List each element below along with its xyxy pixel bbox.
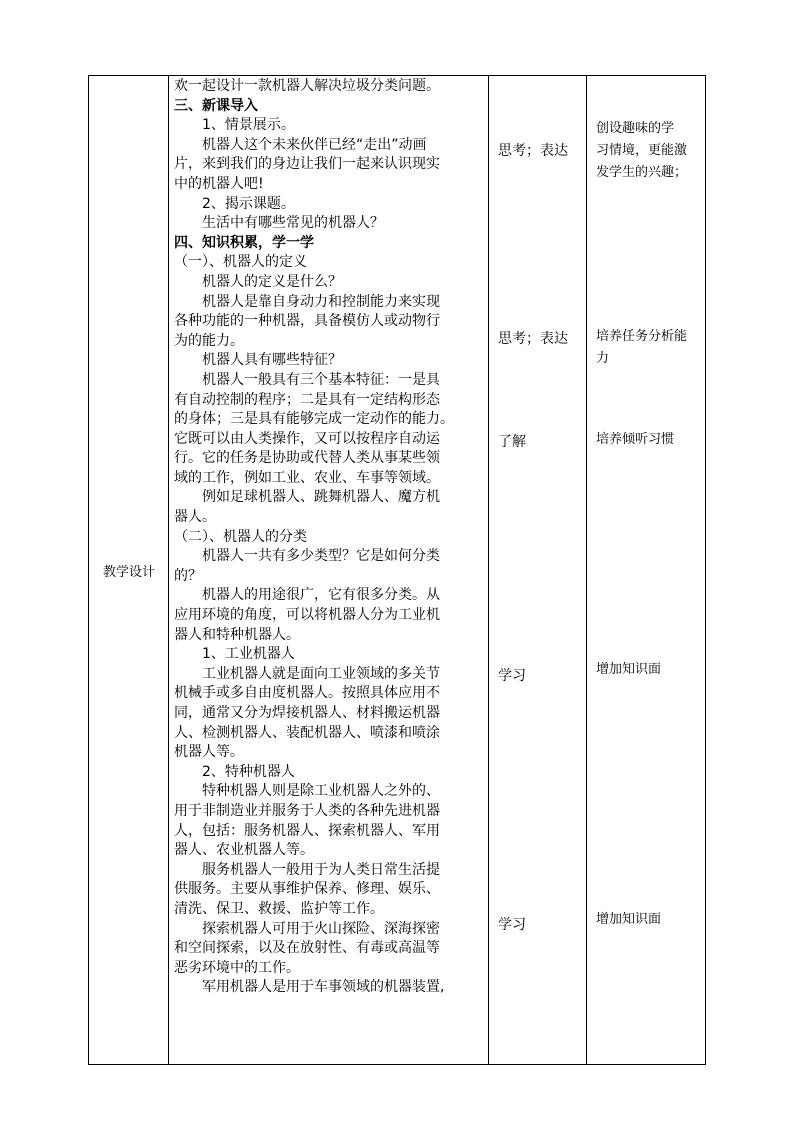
content-line: 2、揭示课题。 <box>202 195 295 212</box>
column-divider <box>488 76 489 1064</box>
content-line: 人，包括：服务机器人、探索机器人、军用 <box>174 822 440 839</box>
content-line: 探索机器人可用于火山探险、深海探密 <box>202 920 440 937</box>
design-intent-line: 增加知识面 <box>596 912 662 927</box>
content-line: 军用机器人是用于车事领域的机器装置, <box>202 979 445 996</box>
design-intent <box>596 118 702 184</box>
section-heading: 三、新课导入 <box>174 97 258 114</box>
content-line: 供服务。主要从事维护保养、修理、娱乐、 <box>174 881 440 898</box>
content-line: 中的机器人吧! <box>174 175 264 192</box>
content-line: 机械手或多自由度机器人。按照具体应用不 <box>174 685 440 702</box>
content-line: 片，来到我们的身边让我们一起来认识现实 <box>174 156 440 173</box>
lesson-table <box>88 75 706 1065</box>
content-line: 机器人一般具有三个基本特征：一是具 <box>202 371 440 388</box>
design-intent-line: 培养倾听习惯 <box>596 432 675 447</box>
content-line: 机器人这个未来伙伴已经“走出”动画 <box>202 136 427 153</box>
content-line: 有自动控制的程序；二是具有一定结构形态 <box>174 391 440 408</box>
content-line: 各种功能的一种机器，具备模仿人或动物行 <box>174 313 440 330</box>
content-line: 为的能力。 <box>174 332 244 349</box>
content-line: 器人和特种机器人。 <box>174 626 300 643</box>
design-intent-line: 习情境，更能激 <box>596 143 688 158</box>
content-line: 服务机器人一般用于为人类日常生活提 <box>202 861 440 878</box>
content-line: 器人、农业机器人等。 <box>174 842 314 859</box>
design-intent <box>596 326 702 370</box>
content-line: 1、工业机器人 <box>202 646 295 663</box>
section-heading: 四、知识积累，学一学 <box>174 234 314 251</box>
content-line: （一）、机器人的定义 <box>174 254 307 271</box>
design-intent-line: 力 <box>596 351 610 366</box>
content-line: （二）、机器人的分类 <box>174 528 307 545</box>
student-activity: 学习 <box>498 917 526 933</box>
content-line: 机器人的用途很广，它有很多分类。从 <box>202 587 440 604</box>
content-line: 例如足球机器人、跳舞机器人、魔方机 <box>202 489 440 506</box>
design-intent <box>596 909 702 931</box>
content-line: 机器人等。 <box>174 744 244 761</box>
content-line: 机器人一共有多少类型？它是如何分类 <box>202 548 440 565</box>
content-line: 清洗、保卫、救援、监护等工作。 <box>174 900 384 917</box>
content-line: 欢一起设计一款机器人解决垃圾分类问题。 <box>174 78 440 94</box>
content-line: 域的工作，例如工业、农业、车事等领域。 <box>174 469 440 486</box>
design-intent <box>596 429 702 451</box>
content-line: 工业机器人就是面向工业领域的多关节 <box>202 665 440 682</box>
content-line: 的身体；三是具有能够完成一定动作的能力。 <box>174 411 454 428</box>
student-activity: 学习 <box>498 668 526 684</box>
content-line: 的？ <box>174 567 202 584</box>
content-line: 用于非制造业并服务于人类的各种先进机器 <box>174 802 440 819</box>
content-line: 特种机器人则是除工业机器人之外的、 <box>202 783 440 800</box>
content-line: 机器人的定义是什么？ <box>202 273 342 290</box>
content-line: 生活中有哪些常见的机器人？ <box>202 215 384 232</box>
content-line: 恶劣环境中的工作。 <box>174 959 300 976</box>
content-line: 1、情景展示。 <box>202 117 295 134</box>
content-line: 机器人是靠自身动力和控制能力来实现 <box>202 293 440 310</box>
design-intent-line: 发学生的兴趣； <box>596 165 688 180</box>
design-intent-line: 增加知识面 <box>596 662 662 677</box>
content-line: 同，通常又分为焊接机器人、材料搬运机器 <box>174 705 440 721</box>
content-line: 2、特种机器人 <box>202 763 295 780</box>
content-line: 和空间探索，以及在放射性、有毒或高温等 <box>174 940 440 957</box>
design-intent <box>596 659 702 681</box>
content-line: 应用环境的角度，可以将机器人分为工业机 <box>174 607 440 624</box>
content-line: 行。它的任务是协助或代替人类从事某些领 <box>174 450 440 467</box>
student-activity: 思考；表达 <box>498 331 568 347</box>
design-intent-line: 创设趣味的学 <box>596 121 675 136</box>
row-label: 教学设计 <box>102 564 155 580</box>
content-line: 人、检测机器人、装配机器人、喷漆和喷涂 <box>174 724 440 741</box>
content-line: 它既可以由人类操作，又可以按程序自动运 <box>174 430 440 447</box>
content-line: 器人。 <box>174 509 216 526</box>
content-line: 机器人具有哪些特征？ <box>202 352 342 369</box>
student-activity: 思考；表达 <box>498 143 568 159</box>
student-activity: 了解 <box>498 434 526 450</box>
column-divider <box>586 76 587 1064</box>
design-intent-line: 培养任务分析能 <box>596 329 688 344</box>
lesson-content <box>174 77 484 998</box>
